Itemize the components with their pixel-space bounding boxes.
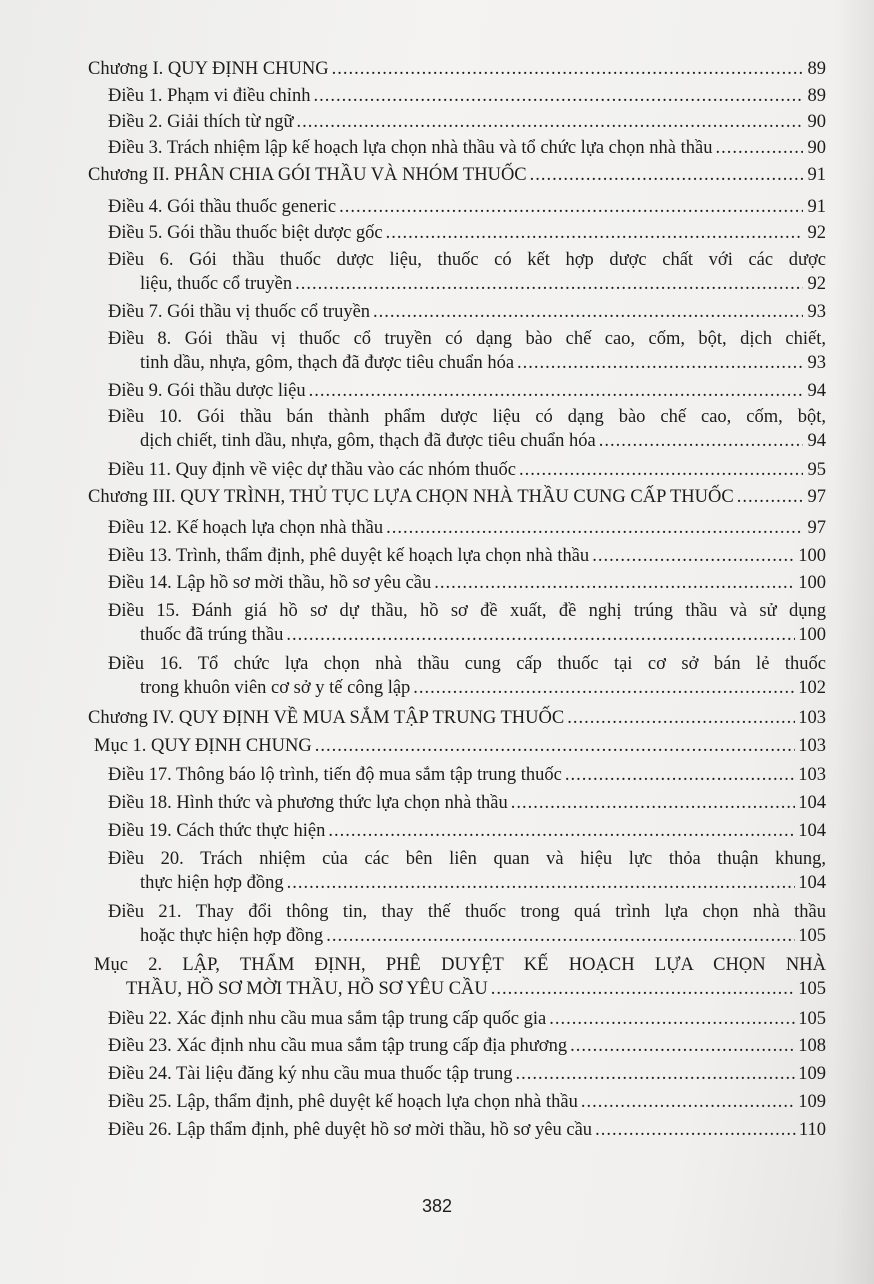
toc-entry-page-number: 100: [798, 573, 826, 593]
toc-entry-title: trong khuôn viên cơ sở y tế công lập: [140, 678, 411, 698]
toc-entry-title: Điều 5. Gói thầu thuốc biệt dược gốc: [108, 223, 383, 243]
toc-entry-title-line: Điều 15. Đánh giá hồ sơ dự thầu, hồ sơ đề xuất, đề nghị trúng thầu và sử dụng: [108, 601, 826, 621]
toc-entry-title: thực hiện hợp đồng: [140, 873, 284, 893]
toc-entry[interactable]: [88, 59, 826, 80]
toc-entry-title: Điều 14. Lập hồ sơ mời thầu, hồ sơ yêu cầu: [108, 573, 432, 593]
toc-entry-title: Điều 9. Gói thầu dược liệu: [108, 381, 306, 401]
toc-entry-page-number: 89: [807, 86, 826, 106]
toc-entry-title: Điều 19. Cách thức thực hiện: [108, 821, 326, 841]
toc-entry[interactable]: [88, 708, 826, 729]
dot-leader: [599, 431, 803, 452]
toc-entry[interactable]: [108, 546, 826, 567]
toc-entry[interactable]: [108, 518, 826, 539]
dot-leader: [519, 460, 803, 481]
toc-entry[interactable]: [108, 1092, 826, 1113]
toc-entry-title-line: Điều 6. Gói thầu thuốc dược liệu, thuốc có kết hợp dược chất với các dược: [108, 250, 826, 270]
toc-entry-title: Điều 18. Hình thức và phương thức lựa chọn nhà thầu: [108, 793, 508, 813]
toc-entry[interactable]: [108, 849, 826, 894]
dot-leader: [491, 979, 795, 1000]
toc-entry-title-line: Điều 8. Gói thầu vị thuốc cổ truyền có dạng bào chế cao, cốm, bột, dịch chiết,: [108, 329, 826, 349]
toc-entry[interactable]: [108, 765, 826, 786]
toc-entry-page-number: 92: [807, 274, 826, 294]
page-number: 382: [421, 1196, 453, 1216]
toc-entry[interactable]: [94, 736, 826, 757]
toc-entry-page-number: 105: [798, 926, 826, 946]
toc-entry-page-number: 109: [798, 1092, 826, 1112]
toc-entry-title: Điều 23. Xác định nhu cầu mua sắm tập trung cấp địa phương: [108, 1036, 568, 1056]
toc-entry[interactable]: [108, 302, 826, 323]
toc-entry[interactable]: [108, 1009, 826, 1030]
toc-entry[interactable]: [88, 487, 826, 508]
toc-entry-title-line: Mục 2. LẬP, THẨM ĐỊNH, PHÊ DUYỆT KẾ HOẠCH LỰA CHỌN NHÀ: [94, 955, 826, 975]
dot-leader: [297, 112, 804, 133]
dot-leader: [595, 1120, 796, 1141]
toc-entry-title: Điều 25. Lập, thẩm định, phê duyệt kế hoạch lựa chọn nhà thầu: [108, 1092, 578, 1112]
toc-entry-title: Điều 12. Kế hoạch lựa chọn nhà thầu: [108, 518, 384, 538]
toc-entry-title-line: Điều 20. Trách nhiệm của các bên liên quan và hiệu lực thỏa thuận khung,: [108, 849, 826, 869]
toc-entry-title: dịch chiết, tinh dầu, nhựa, gôm, thạch đã được tiêu chuẩn hóa: [140, 431, 596, 451]
dot-leader: [549, 1009, 795, 1030]
toc-entry-title-line: Điều 10. Gói thầu bán thành phẩm dược liệu có dạng bào chế cao, cốm, bột,: [108, 407, 826, 427]
dot-leader: [565, 765, 795, 786]
toc-entry[interactable]: [108, 112, 826, 133]
toc-entry-page-number: 92: [807, 223, 826, 243]
toc-entry[interactable]: [108, 1120, 826, 1141]
dot-leader: [516, 1064, 796, 1085]
toc-entry-page-number: 94: [807, 381, 826, 401]
toc-entry[interactable]: [108, 86, 826, 107]
dot-leader: [326, 926, 795, 947]
dot-leader: [567, 708, 795, 729]
dot-leader: [313, 86, 803, 107]
toc-entry-title-line: Điều 16. Tổ chức lựa chọn nhà thầu cung cấp thuốc tại cơ sở bán lẻ thuốc: [108, 654, 826, 674]
toc-entry-title: Chương II. PHÂN CHIA GÓI THẦU VÀ NHÓM THUỐC: [88, 165, 527, 185]
toc-entry[interactable]: [108, 601, 826, 646]
toc-entry-title: tinh dầu, nhựa, gôm, thạch đã được tiêu chuẩn hóa: [140, 353, 515, 373]
toc-entry-page-number: 109: [798, 1064, 826, 1084]
toc-entry-title: Điều 26. Lập thẩm định, phê duyệt hồ sơ mời thầu, hồ sơ yêu cầu: [108, 1120, 593, 1140]
toc-entry-title: thuốc đã trúng thầu: [140, 625, 284, 645]
toc-entry[interactable]: [94, 955, 826, 1000]
dot-leader: [386, 223, 803, 244]
toc-entry-title: hoặc thực hiện hợp đồng: [140, 926, 324, 946]
dot-leader: [295, 274, 803, 295]
dot-leader: [434, 573, 795, 594]
toc-entry[interactable]: [108, 381, 826, 402]
toc-entry[interactable]: [108, 460, 826, 481]
toc-entry-title: Điều 22. Xác định nhu cầu mua sắm tập trung cấp quốc gia: [108, 1009, 547, 1029]
toc-entry-title: Điều 13. Trình, thẩm định, phê duyệt kế hoạch lựa chọn nhà thầu: [108, 546, 590, 566]
toc-entry[interactable]: [108, 250, 826, 295]
toc-entry-page-number: 105: [798, 1009, 826, 1029]
dot-leader: [517, 353, 803, 374]
toc-entry-page-number: 100: [798, 625, 826, 645]
toc-entry-page-number: 103: [798, 708, 826, 728]
toc-entry-page-number: 103: [798, 736, 826, 756]
toc-entry-title: Điều 11. Quy định về việc dự thầu vào các nhóm thuốc: [108, 460, 517, 480]
toc-entry-title: Điều 2. Giải thích từ ngữ: [108, 112, 294, 132]
dot-leader: [332, 59, 803, 80]
dot-leader: [581, 1092, 795, 1113]
toc-entry-title: Điều 1. Phạm vi điều chỉnh: [108, 86, 311, 106]
dot-leader: [315, 736, 796, 757]
toc-entry-page-number: 104: [798, 793, 826, 813]
toc-entry[interactable]: [108, 223, 826, 244]
dot-leader: [715, 138, 803, 159]
toc-entry-page-number: 108: [798, 1036, 826, 1056]
toc-entry[interactable]: [88, 165, 826, 186]
toc-entry[interactable]: [108, 407, 826, 452]
dot-leader: [287, 873, 796, 894]
toc-entry-page-number: 94: [807, 431, 826, 451]
toc-entry-title: Mục 1. QUY ĐỊNH CHUNG: [94, 736, 312, 756]
dot-leader: [339, 197, 803, 218]
toc-entry-page-number: 100: [798, 546, 826, 566]
dot-leader: [413, 678, 795, 699]
dot-leader: [530, 165, 803, 186]
toc-entry-title: Điều 7. Gói thầu vị thuốc cổ truyền: [108, 302, 371, 322]
dot-leader: [511, 793, 795, 814]
toc-entry-title: Điều 4. Gói thầu thuốc generic: [108, 197, 337, 217]
toc-entry[interactable]: [108, 138, 826, 159]
toc-entry-page-number: 97: [807, 518, 826, 538]
dot-leader: [737, 487, 803, 508]
toc-entry-page-number: 90: [807, 112, 826, 132]
toc-entry-title: Điều 17. Thông báo lộ trình, tiến độ mua sắm tập trung thuốc: [108, 765, 562, 785]
toc-entry-page-number: 90: [807, 138, 826, 158]
toc-entry-title: Điều 3. Trách nhiệm lập kế hoạch lựa chọn nhà thầu và tổ chức lựa chọn nhà thầu: [108, 138, 713, 158]
toc-entry[interactable]: [108, 329, 826, 374]
toc-entry-page-number: 93: [807, 302, 826, 322]
toc-entry[interactable]: [108, 573, 826, 594]
toc-entry-page-number: 102: [798, 678, 826, 698]
toc-entry-title: Chương I. QUY ĐỊNH CHUNG: [88, 59, 329, 79]
toc-entry[interactable]: [108, 1036, 826, 1057]
toc-entry-page-number: 91: [807, 197, 826, 217]
toc-entry[interactable]: [108, 1064, 826, 1085]
dot-leader: [592, 546, 795, 567]
toc-entry-page-number: 91: [807, 165, 826, 185]
toc-entry-title: THẦU, HỒ SƠ MỜI THẦU, HỒ SƠ YÊU CẦU: [126, 979, 488, 999]
toc-entry-page-number: 110: [798, 1120, 826, 1140]
toc-entry-page-number: 104: [798, 821, 826, 841]
dot-leader: [570, 1036, 795, 1057]
toc-entry[interactable]: [108, 902, 826, 947]
toc-entry[interactable]: [108, 654, 826, 699]
dot-leader: [373, 302, 803, 323]
toc-entry[interactable]: [108, 821, 826, 842]
toc-entry-page-number: 89: [807, 59, 826, 79]
toc-entry-page-number: 103: [798, 765, 826, 785]
toc-entry-title: Chương IV. QUY ĐỊNH VỀ MUA SẮM TẬP TRUNG THUỐC: [88, 708, 565, 728]
toc-entry-page-number: 95: [807, 460, 826, 480]
toc-entry[interactable]: [108, 197, 826, 218]
toc-entry-title: Điều 24. Tài liệu đăng ký nhu cầu mua thuốc tập trung: [108, 1064, 513, 1084]
toc-entry-page-number: 104: [798, 873, 826, 893]
dot-leader: [328, 821, 795, 842]
dot-leader: [286, 625, 795, 646]
dot-leader: [309, 381, 803, 402]
toc-entry-title: Chương III. QUY TRÌNH, THỦ TỤC LỰA CHỌN NHÀ THẦU CUNG CẤP THUỐC: [88, 487, 734, 507]
toc-entry-title-line: Điều 21. Thay đổi thông tin, thay thế thuốc trong quá trình lựa chọn nhà thầu: [108, 902, 826, 922]
toc-entry-page-number: 97: [807, 487, 826, 507]
toc-entry-page-number: 93: [807, 353, 826, 373]
dot-leader: [386, 518, 803, 539]
toc-entry[interactable]: [108, 793, 826, 814]
toc-entry-page-number: 105: [798, 979, 826, 999]
toc-entry-title: liệu, thuốc cổ truyền: [140, 274, 293, 294]
